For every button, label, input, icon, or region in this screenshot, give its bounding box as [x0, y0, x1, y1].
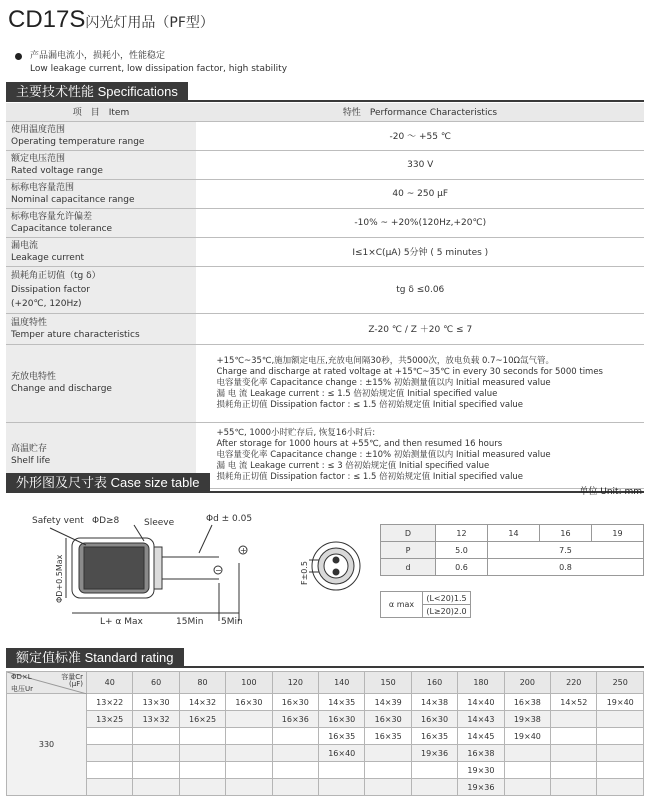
pitch-label: F±0.5	[300, 560, 309, 585]
dim-header: P	[381, 542, 436, 559]
charge-line: 电容量变化率 Capacitance change : ±15% 初始测量值以内 Initial measured value	[216, 377, 551, 388]
dim-row	[381, 559, 644, 576]
cap-header: 60	[133, 672, 179, 694]
sleeve-label: Sleeve	[144, 518, 175, 528]
size-cell	[411, 779, 457, 796]
size-cell	[551, 745, 597, 762]
size-cell: 16×36	[272, 711, 318, 728]
size-cell	[597, 762, 644, 779]
bullet-icon	[15, 53, 22, 60]
cap-label: 容量Cr	[61, 673, 83, 681]
size-cell: 16×40	[319, 745, 365, 762]
size-cell	[87, 762, 133, 779]
spec-row	[6, 313, 644, 344]
charge-line: Charge and discharge at rated voltage at +15℃~35℃ in every 30 seconds for 5000 times	[216, 366, 603, 377]
size-cell	[179, 745, 225, 762]
size-cell	[551, 728, 597, 745]
size-cell	[272, 745, 318, 762]
rating-corner-cell	[7, 672, 87, 694]
size-cell: 14×40	[458, 694, 504, 711]
dim-cell: 19	[592, 525, 644, 542]
size-cell: 14×35	[319, 694, 365, 711]
size-cell: 19×36	[411, 745, 457, 762]
cap-unit-label: (μF)	[69, 680, 83, 688]
dim-cell: 14	[488, 525, 540, 542]
charge-line: 漏 电 流 Leakage current : ≤ 1.5 倍初始规定值 Initial specified value	[216, 388, 498, 399]
unit-label: 单位 Unit: mm	[579, 487, 642, 497]
size-cell: 16×38	[458, 745, 504, 762]
dl-label: ΦD×L	[11, 673, 32, 681]
size-cell	[87, 745, 133, 762]
size-cell: 13×32	[133, 711, 179, 728]
size-cell	[87, 779, 133, 796]
size-cell	[133, 779, 179, 796]
rating-row	[7, 711, 644, 728]
cap-header: 80	[179, 672, 225, 694]
size-cell: 14×39	[365, 694, 411, 711]
dim-cell: 12	[436, 525, 488, 542]
size-cell: 16×30	[411, 711, 457, 728]
size-cell: 14×38	[411, 694, 457, 711]
size-cell	[272, 728, 318, 745]
spec-row	[6, 208, 644, 237]
alpha-table	[380, 591, 471, 618]
size-cell: 19×38	[504, 711, 550, 728]
cap-header: 120	[272, 672, 318, 694]
spec-row-charge	[6, 344, 644, 422]
size-cell: 16×38	[504, 694, 550, 711]
plus-sign: +	[240, 546, 247, 555]
size-cell	[504, 779, 550, 796]
rating-row	[7, 745, 644, 762]
rating-row	[7, 694, 644, 711]
cap-header: 100	[226, 672, 272, 694]
spec-row	[6, 237, 644, 266]
spec-value: tg δ ≤0.06	[196, 266, 644, 313]
spec-item-en2: (+20℃, 120Hz)	[11, 298, 82, 309]
size-cell	[319, 762, 365, 779]
rating-table	[6, 671, 644, 796]
cap-header: 140	[319, 672, 365, 694]
size-cell: 13×25	[87, 711, 133, 728]
cap-header: 150	[365, 672, 411, 694]
dim-cell: 0.6	[436, 559, 488, 576]
cap-header: 250	[597, 672, 644, 694]
spec-divider	[6, 100, 644, 102]
spec-value: I≤1×C(μA) 5分钟 ( 5 minutes )	[196, 237, 644, 266]
rating-body	[7, 694, 644, 796]
size-cell	[226, 711, 272, 728]
cap-header: 40	[87, 672, 133, 694]
spec-table	[6, 103, 644, 489]
spec-value: Z-20 ℃ / Z ＋20 ℃ ≤ 7	[196, 313, 644, 344]
dim-header: D	[381, 525, 436, 542]
size-cell	[597, 745, 644, 762]
size-cell	[133, 728, 179, 745]
col-item: 项 目 Item	[6, 103, 196, 121]
size-cell: 16×35	[319, 728, 365, 745]
size-cell: 13×30	[133, 694, 179, 711]
spec-value: 330 V	[196, 150, 644, 179]
spec-item-en: Nominal capacitance range	[11, 194, 135, 205]
dim-row	[381, 525, 644, 542]
size-cell: 16×35	[365, 728, 411, 745]
size-cell: 16×30	[365, 711, 411, 728]
spec-item-en: Change and discharge	[11, 384, 112, 394]
rating-row	[7, 779, 644, 796]
size-cell	[272, 779, 318, 796]
five-min-label: 5Min	[221, 617, 243, 627]
spec-item-en: Shelf life	[11, 456, 51, 466]
spec-item-cn: 损耗角正切值（tg δ）	[11, 270, 101, 281]
dim-cell: 16	[540, 525, 592, 542]
size-cell	[179, 779, 225, 796]
size-cell	[226, 779, 272, 796]
title-subtitle: 闪光灯用品（PF型）	[85, 15, 214, 31]
spec-item-en: Temper ature characteristics	[11, 329, 140, 340]
spec-item-cn: 额定电压范围	[11, 153, 66, 164]
spec-item-cn: 使用温度范围	[11, 124, 66, 135]
voltage-cell: 330	[7, 694, 87, 796]
size-cell	[551, 711, 597, 728]
spec-value: -10% ~ +20%(120Hz,+20℃)	[196, 208, 644, 237]
size-cell	[504, 745, 550, 762]
spec-item-en: Rated voltage range	[11, 165, 103, 176]
alpha-header: α max	[381, 592, 423, 618]
size-cell	[226, 728, 272, 745]
size-cell: 16×30	[272, 694, 318, 711]
alpha-value: (L≥20)2.0	[423, 605, 471, 618]
rating-row	[7, 762, 644, 779]
size-cell: 16×25	[179, 711, 225, 728]
rating-header-row	[7, 672, 644, 694]
dim-row	[381, 542, 644, 559]
page-title	[8, 6, 214, 34]
shelf-line: After storage for 1000 hours at +55℃, and then resumed 16 hours	[216, 438, 503, 449]
size-cell	[319, 779, 365, 796]
case-outline-diagram	[14, 503, 364, 638]
shelf-line: 漏 电 流 Leakage current : ≤ 3 倍初始规定值 Initial specified value	[216, 460, 490, 471]
spec-item-cn: 温度特性	[11, 317, 48, 328]
spec-section-title: 主要技术性能 Specifications	[6, 82, 188, 102]
rating-section-title: 额定值标准 Standard rating	[6, 648, 184, 668]
shelf-line: 电容量变化率 Capacitance change : ±10% 初始测量值以内 Initial measured value	[216, 449, 551, 460]
cap-header: 200	[504, 672, 550, 694]
size-cell	[551, 779, 597, 796]
size-cell	[179, 728, 225, 745]
size-cell	[504, 762, 550, 779]
col-perf: 特性 Performance Characteristics	[196, 103, 644, 121]
size-cell: 19×30	[458, 762, 504, 779]
feature-en: Low leakage current, low dissipation factor, high stability	[30, 64, 288, 74]
size-cell	[133, 762, 179, 779]
size-cell	[133, 745, 179, 762]
size-cell	[179, 762, 225, 779]
rating-row	[7, 728, 644, 745]
size-cell	[411, 762, 457, 779]
charge-line: +15℃~35℃,施加额定电压,充放电间隔30秒，共5000次，放电负载 0.7~10Ω氙气管。	[216, 355, 554, 366]
spec-item-cn: 高温贮存	[11, 444, 48, 454]
feature-cn: 产品漏电流小，损耗小，性能稳定	[30, 51, 166, 61]
model-name: CD17S	[8, 6, 86, 33]
size-cell	[87, 728, 133, 745]
size-cell	[551, 762, 597, 779]
spec-row	[6, 266, 644, 313]
spec-item-cn: 漏电流	[11, 240, 39, 251]
spec-value: -20 ～ +55 ℃	[196, 121, 644, 150]
alpha-value: (L<20)1.5	[423, 592, 471, 605]
size-cell: 16×30	[226, 694, 272, 711]
safety-vent-label: Safety vent	[32, 516, 84, 526]
spec-item-en: Leakage current	[11, 252, 85, 263]
spec-row	[6, 150, 644, 179]
size-cell: 14×45	[458, 728, 504, 745]
lead-min-label: 15Min	[176, 617, 204, 627]
voltage-label: 电压Ur	[11, 685, 34, 693]
spec-value: 40 ~ 250 μF	[196, 179, 644, 208]
cap-header: 180	[458, 672, 504, 694]
cap-header: 220	[551, 672, 597, 694]
shelf-line: +55℃, 1000小时贮存后, 恢复16小时后:	[216, 427, 376, 438]
size-cell: 13×22	[87, 694, 133, 711]
size-cell	[365, 745, 411, 762]
spec-header-row	[6, 103, 644, 121]
spec-row	[6, 179, 644, 208]
size-cell: 16×35	[411, 728, 457, 745]
size-cell	[365, 762, 411, 779]
lead-diameter-label: Φd ± 0.05	[206, 514, 253, 524]
size-cell	[226, 745, 272, 762]
spec-item-en: Dissipation factor	[11, 284, 91, 295]
cap-header: 160	[411, 672, 457, 694]
dimension-table	[380, 524, 644, 576]
size-cell	[597, 779, 644, 796]
spec-item-en: Capacitance tolerance	[11, 223, 113, 234]
size-cell: 19×36	[458, 779, 504, 796]
capacitor-body-drawing	[50, 525, 360, 621]
size-cell: 14×43	[458, 711, 504, 728]
size-cell: 19×40	[597, 694, 644, 711]
feature-note	[30, 50, 287, 76]
spec-item-cn: 标称电容量允许偏差	[11, 211, 93, 222]
dim-cell: 5.0	[436, 542, 488, 559]
size-cell	[597, 711, 644, 728]
size-cell: 14×32	[179, 694, 225, 711]
spec-item-cn: 标称电容量范围	[11, 182, 75, 193]
diameter-label: ΦD+0.5Max	[55, 554, 64, 603]
rating-divider	[6, 666, 644, 668]
size-cell	[365, 779, 411, 796]
minus-sign: −	[215, 566, 222, 575]
case-divider	[6, 491, 644, 493]
length-label: L+ α Max	[100, 617, 143, 627]
spec-row	[6, 121, 644, 150]
case-section-title: 外形图及尺寸表 Case size table	[6, 473, 210, 493]
shelf-line: 损耗角正切值 Dissipation factor : ≤ 1.5 倍初始规定值 Initial specified value	[216, 471, 524, 482]
spec-item-en: Operating temperature range	[11, 136, 145, 147]
dim-header: d	[381, 559, 436, 576]
size-cell: 19×40	[504, 728, 550, 745]
size-cell	[272, 762, 318, 779]
alpha-row	[381, 592, 471, 605]
dim-cell: 0.8	[488, 559, 644, 576]
size-cell	[226, 762, 272, 779]
charge-line: 损耗角正切值 Dissipation factor : ≤ 1.5 倍初始规定值 Initial specified value	[216, 399, 524, 410]
phi-d-min-label: ΦD≥8	[92, 516, 120, 526]
dim-cell: 7.5	[488, 542, 644, 559]
spec-item-cn: 充放电特性	[11, 372, 57, 382]
size-cell: 16×30	[319, 711, 365, 728]
size-cell	[597, 728, 644, 745]
size-cell: 14×52	[551, 694, 597, 711]
